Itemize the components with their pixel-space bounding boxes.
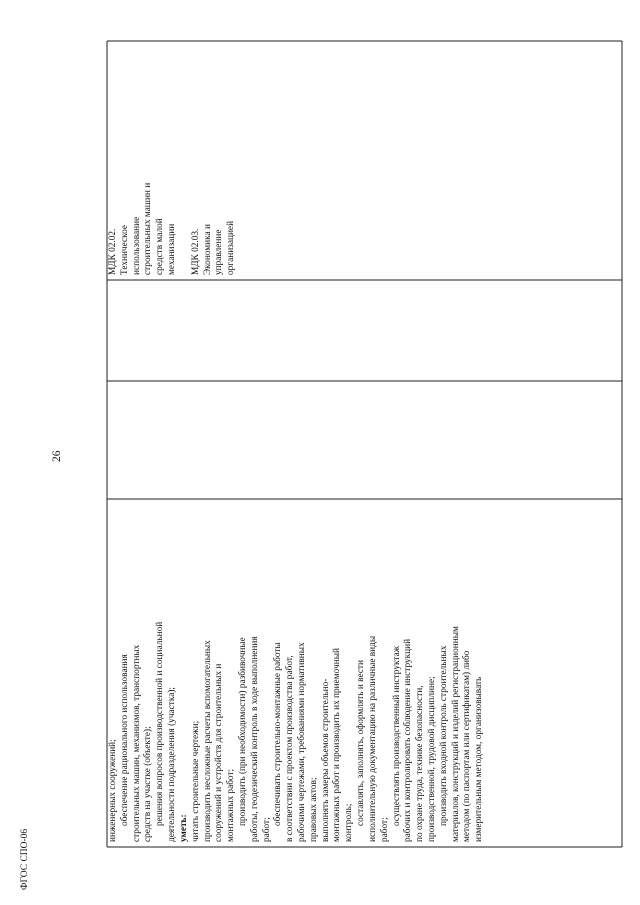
mdk-line bbox=[179, 44, 191, 275]
mdk-cell bbox=[108, 41, 622, 279]
competence-line: читать строительные чертежи; bbox=[190, 720, 201, 842]
competence-line: деятельности подразделения (участка); bbox=[167, 686, 178, 842]
competence-line: работы, геодезический контроль в ходе выполнения bbox=[249, 636, 260, 842]
competence-line: материалов, конструкций и изделий регистрационным bbox=[450, 626, 461, 842]
competence-cell bbox=[108, 500, 622, 846]
mdk-line: МДК 02.03. bbox=[190, 228, 201, 275]
competence-line: в соответствии с проектом производства работ, bbox=[285, 655, 296, 842]
competence-line: по охране труда, технике безопасности, bbox=[415, 685, 426, 842]
competence-line: уметь: bbox=[178, 814, 189, 842]
competence-line: рабочими чертежами, требованиями нормативных bbox=[297, 642, 307, 842]
competence-line: решения вопросов производственной и социальной bbox=[155, 621, 166, 826]
competence-line: осуществлять производственный инструктаж bbox=[391, 645, 402, 826]
competence-text bbox=[108, 500, 486, 846]
competence-line: сооружений и устройств для строительных и bbox=[214, 663, 225, 842]
mdk-line: МДК 02.02. bbox=[108, 228, 118, 275]
mdk-line: управление bbox=[214, 229, 225, 275]
mdk-line: организацией bbox=[226, 220, 237, 275]
competence-line: инженерных сооружений; bbox=[108, 739, 118, 842]
mdk-line: средств малой bbox=[155, 218, 166, 275]
competence-line: правовых актов; bbox=[308, 777, 319, 842]
competence-line: монтажных работ и производить их приемочный bbox=[332, 648, 343, 842]
competence-line: измерительным методом, организовывать bbox=[474, 676, 485, 842]
competence-line: строительных машин, механизмов, транспортных bbox=[131, 644, 142, 842]
mdk-line: Экономика и bbox=[202, 224, 213, 275]
competence-line: рабочих и контролировать соблюдение инструкций bbox=[403, 638, 414, 842]
competence-line: методом (по паспортам или сертификатам) либо bbox=[462, 650, 473, 842]
competence-line: контроль; bbox=[344, 803, 355, 842]
competence-line: исполнительную документацию на различные виды bbox=[367, 635, 378, 842]
competence-line: работ; bbox=[379, 817, 390, 842]
competence-line: производить входной контроль строительных bbox=[438, 645, 449, 826]
competence-line: выполнять замеры объемов строительно- bbox=[320, 678, 331, 842]
page-number: 26 bbox=[51, 450, 63, 462]
mdk-text bbox=[108, 41, 238, 279]
mdk-line: Техническое bbox=[119, 224, 130, 275]
competence-line: производственной, трудовой дисциплине; bbox=[426, 676, 437, 842]
competence-line: составлять, заполнять, оформлять и вести bbox=[356, 659, 367, 826]
mdk-line: строительных машин и bbox=[143, 182, 154, 275]
competence-line: монтажных работ; bbox=[226, 768, 237, 842]
competence-line: производить несложные расчеты вспомогательных bbox=[202, 640, 213, 842]
competence-line: обеспечивать строительно-монтажные работы bbox=[273, 642, 284, 826]
competence-line: обеспечение рационального использования bbox=[119, 654, 130, 826]
mdk-line: механизации bbox=[167, 223, 178, 275]
competence-line: работ; bbox=[261, 817, 272, 842]
competence-line: средств на участке (объекте); bbox=[143, 726, 154, 842]
footer-label: ФГОС СПО-06 bbox=[20, 828, 30, 890]
mdk-line: использование bbox=[131, 216, 142, 275]
competence-line: производить (при необходимости) разбивочные bbox=[237, 637, 248, 826]
